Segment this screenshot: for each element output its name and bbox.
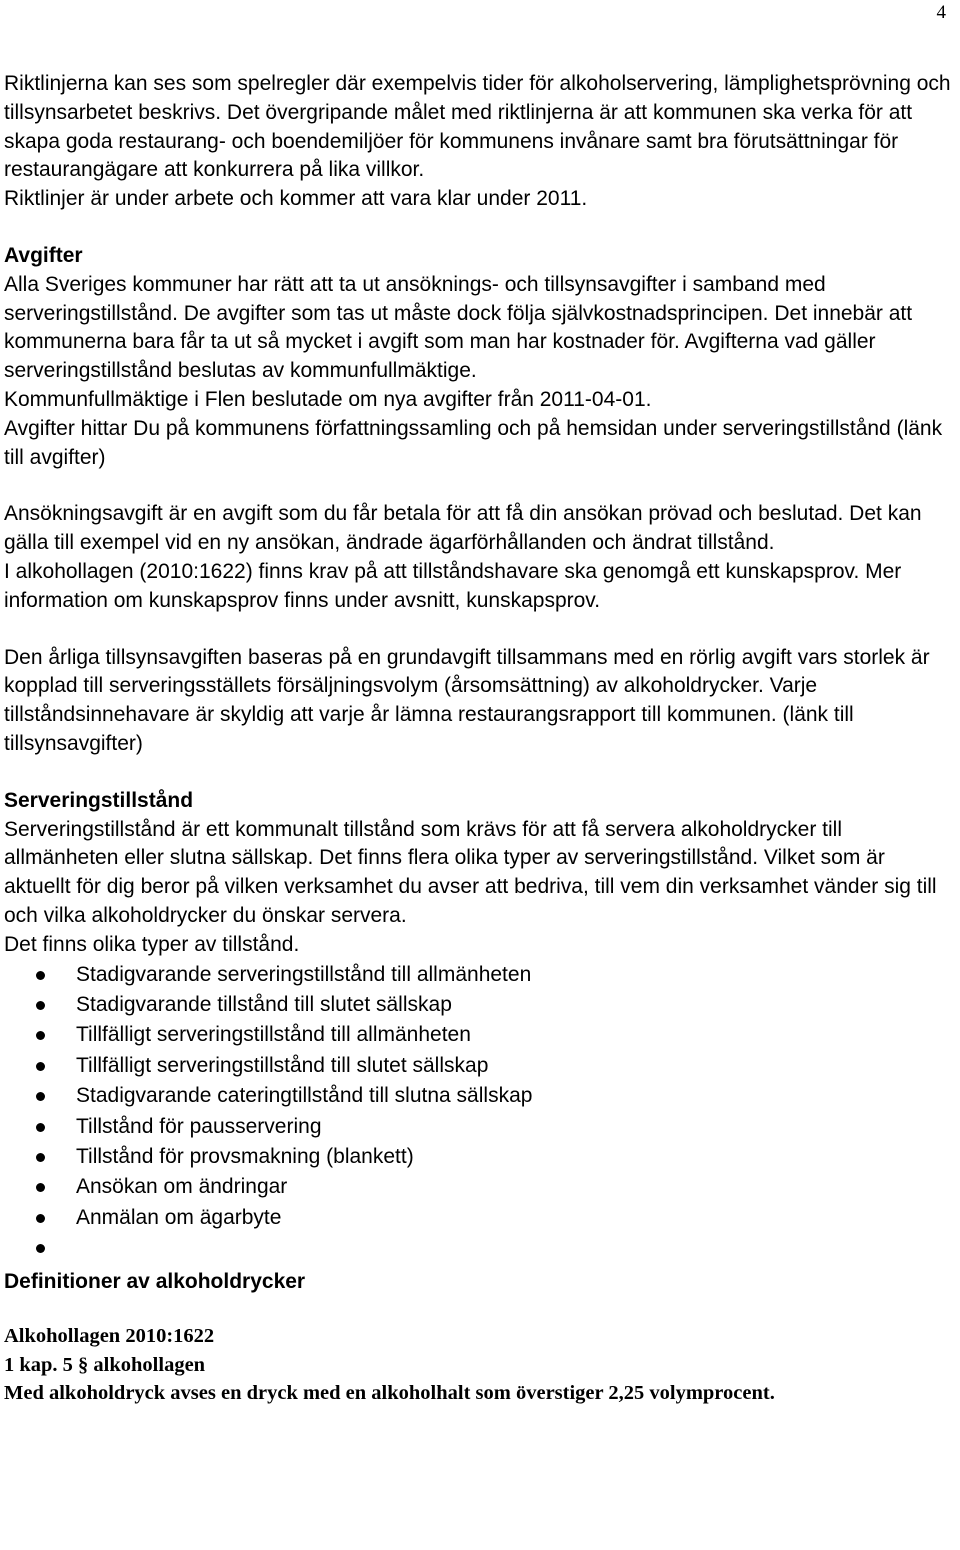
avgifter-decision-paragraph: Kommunfullmäktige i Flen beslutade om nya avgifter från 2011-04-01.	[4, 387, 652, 411]
bullet-icon	[36, 1244, 45, 1253]
permit-types-intro: Det finns olika typer av tillstånd.	[4, 932, 300, 956]
definitioner-heading: Definitioner av alkoholdrycker	[4, 1269, 306, 1293]
avgifter-heading: Avgifter	[4, 243, 83, 267]
list-item-label: Tillfälligt serveringstillstånd till slutet sällskap	[76, 1053, 489, 1077]
law-definition: Med alkoholdryck avses en dryck med en alkoholhalt som överstiger 2,25 volymprocent.	[4, 1382, 775, 1405]
bullet-icon	[36, 1062, 45, 1071]
list-item	[4, 1051, 954, 1081]
serveringstillstand-paragraph: Serveringstillstånd är ett kommunalt tillstånd som krävs för att få servera alkoholdrycker till allmänheten eller slutna sällskap. Det finns flera olika typer av serveringstillstånd. Vilket som är aktuellt för dig beror på vilken verksamhet du avser att bedriva, till vem din verksamhet vänder sig till och vilka alkoholdrycker du önskar servera.	[4, 817, 937, 927]
list-item	[4, 1020, 954, 1050]
bullet-icon	[36, 1092, 45, 1101]
avgifter-location-paragraph: Avgifter hittar Du på kommunens författningssamling och på hemsidan under serveringstillstånd (länk till avgifter)	[4, 416, 943, 469]
list-item-label: Stadigvarande cateringtillstånd till slutna sällskap	[76, 1084, 533, 1108]
ansokningsavgift-paragraph: Ansökningsavgift är en avgift som du får betala för att få din ansökan prövad och beslutad. Det kan gälla till exempel vid en ny ansökan, ändrade ägarförhållanden och ändrat tillstånd.	[4, 502, 922, 555]
list-item-empty	[4, 1233, 954, 1263]
serveringstillstand-heading: Serveringstillstånd	[4, 788, 194, 812]
list-item	[4, 1172, 954, 1202]
avgifter-paragraph: Alla Sveriges kommuner har rätt att ta ut ansöknings- och tillsynsavgifter i samband med serveringstillstånd. De avgifter som tas ut måste dock följa självkostnadsprincipen. Det innebär att kommunerna bara får ta ut så mycket i avgift som man har kostnader för. Avgifterna vad gäller serveringstillstånd beslutas av kommunfullmäktige.	[4, 272, 913, 383]
list-item	[4, 960, 954, 990]
list-item-label: Tillstånd för provsmakning (blankett)	[76, 1144, 414, 1168]
list-item	[4, 990, 954, 1020]
bullet-icon	[36, 1183, 45, 1192]
page-number: 4	[936, 2, 946, 23]
list-item	[4, 1142, 954, 1172]
list-item-label: Tillfälligt serveringstillstånd till allmänheten	[76, 1023, 471, 1047]
list-item-label: Tillstånd för pausservering	[76, 1114, 322, 1138]
list-item-label: Anmälan om ägarbyte	[76, 1205, 282, 1229]
list-item	[4, 1203, 954, 1233]
list-item-label: Stadigvarande serveringstillstånd till allmänheten	[76, 962, 532, 986]
tillsynsavgift-paragraph: Den årliga tillsynsavgiften baseras på en grundavgift tillsammans med en rörlig avgift vars storlek är kopplad till serveringsställets försäljningsvolym (årsomsättning) av alkoholdrycker. Varje tillståndsinnehavare är skyldig att varje år lämna restaurangsrapport till kommunen. (länk till tillsynsavgifter)	[4, 645, 930, 755]
law-title: Alkohollagen 2010:1622	[4, 1325, 215, 1348]
bullet-icon	[36, 1123, 45, 1132]
intro-status-paragraph: Riktlinjer är under arbete och kommer att vara klar under 2011.	[4, 187, 588, 211]
kunskapsprov-paragraph: I alkohollagen (2010:1622) finns krav på att tillståndshavare ska genomgå ett kunskapsprov. Mer information om kunskapsprov finns under avsnitt, kunskapsprov.	[4, 559, 902, 612]
list-item	[4, 1081, 954, 1111]
law-reference: 1 kap. 5 § alkohollagen	[4, 1353, 206, 1376]
list-item	[4, 1112, 954, 1142]
bullet-icon	[36, 1153, 45, 1162]
permit-types-list	[4, 960, 954, 1264]
intro-paragraph: Riktlinjerna kan ses som spelregler där exempelvis tider för alkoholservering, lämplighetsprövning och tillsynsarbetet beskrivs. Det övergripande målet med riktlinjerna är att kommunen ska verka för att skapa goda restaurang- och boendemiljöer för kommunens invånare samt bra förutsättningar för restaurangägare att konkurrera på lika villkor.	[4, 72, 951, 182]
bullet-icon	[36, 1031, 45, 1040]
list-item-label: Ansökan om ändringar	[76, 1175, 288, 1199]
bullet-icon	[36, 1001, 45, 1010]
bullet-icon	[36, 1214, 45, 1223]
document-body	[4, 70, 954, 1408]
bullet-icon	[36, 971, 45, 980]
list-item-label: Stadigvarande tillstånd till slutet sällskap	[76, 992, 452, 1016]
